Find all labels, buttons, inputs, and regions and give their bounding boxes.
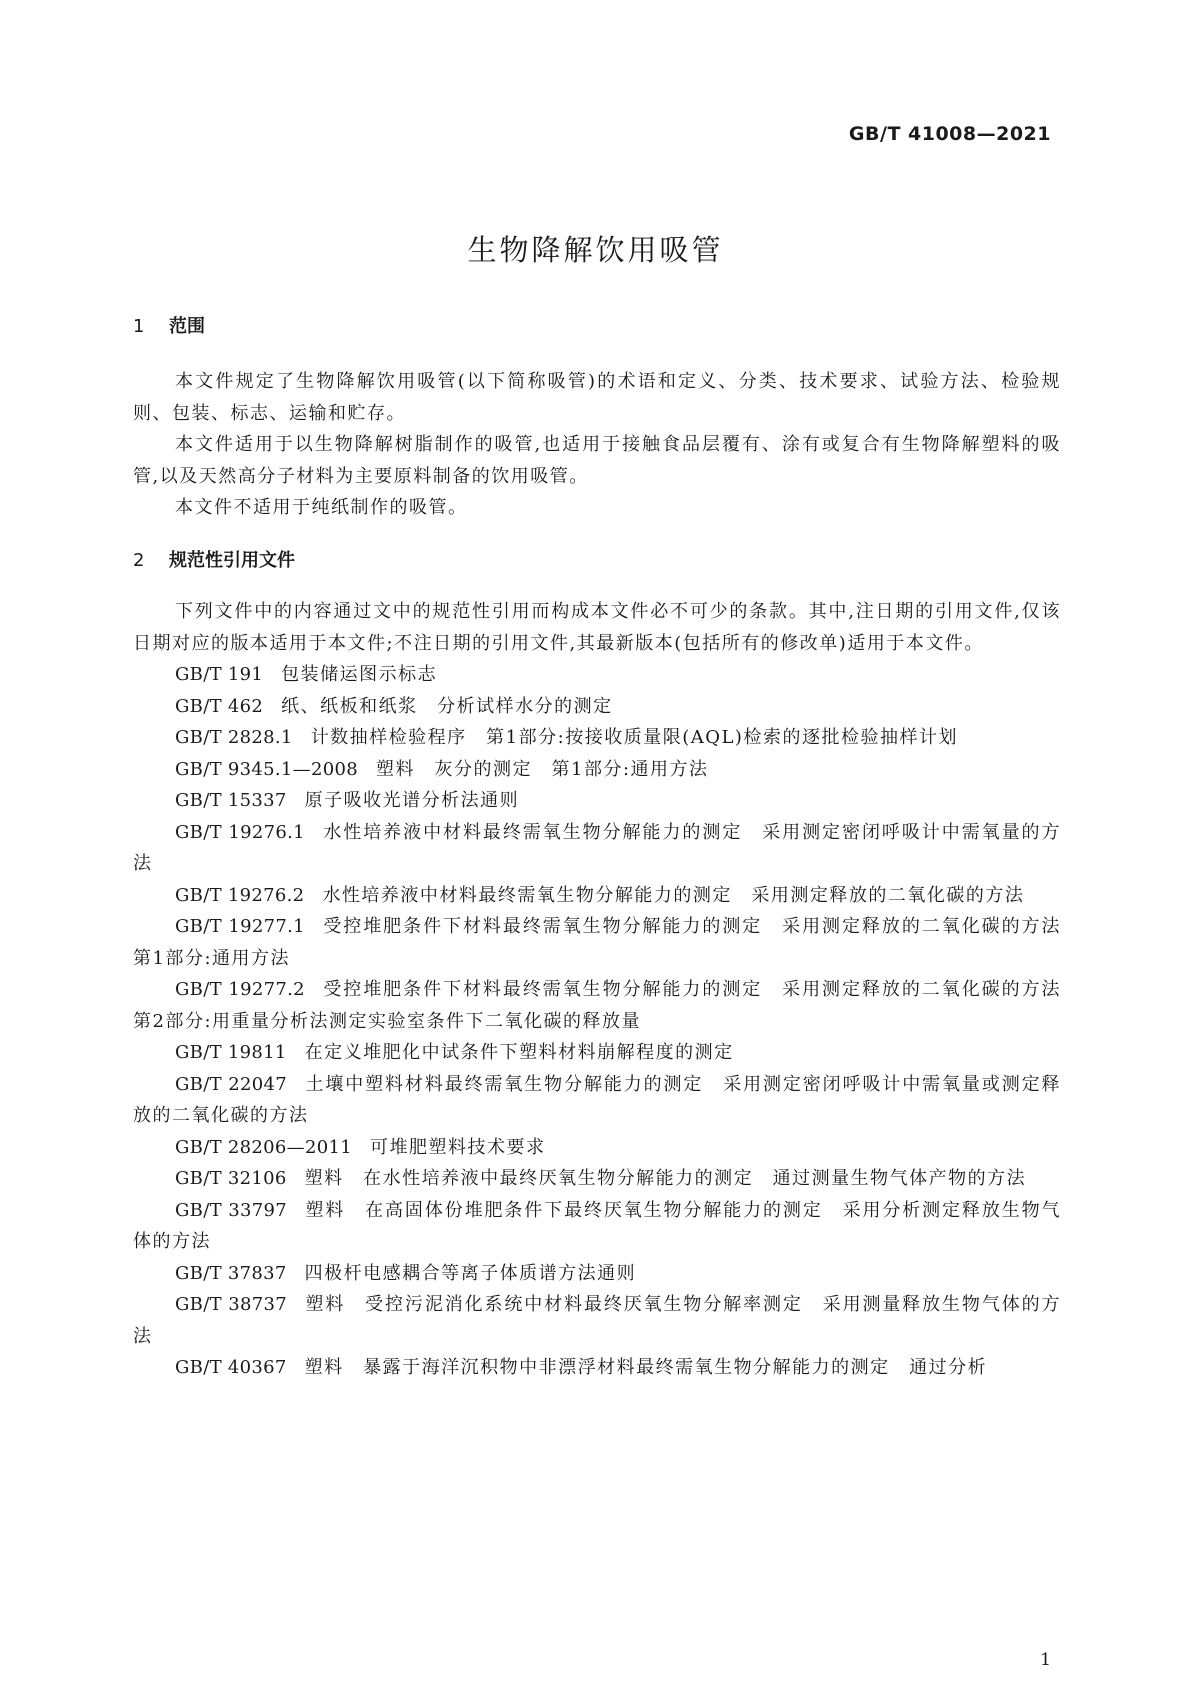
reference-code: GB/T 19811	[175, 1042, 287, 1063]
reference-item	[133, 817, 1061, 880]
reference-code: GB/T 19276.2	[175, 884, 305, 906]
reference-item	[133, 880, 1061, 912]
reference-code: GB/T 33797	[175, 1199, 288, 1221]
section-1-paragraph: 本文件适用于以生物降解树脂制作的吸管,也适用于接触食品层覆有、涂有或复合有生物降解塑料的吸管,以及天然高分子材料为主要原料制备的饮用吸管。	[133, 434, 1061, 487]
reference-code: GB/T 40367	[175, 1357, 287, 1378]
section-1-heading	[133, 312, 205, 338]
reference-item	[133, 659, 1061, 691]
reference-title: 四极杆电感耦合等离子体质谱方法通则	[304, 1262, 637, 1284]
section-1-body	[133, 366, 1061, 524]
reference-item	[133, 1289, 1061, 1352]
reference-item	[133, 1163, 1061, 1195]
reference-item	[133, 691, 1061, 723]
reference-code: GB/T 2828.1	[175, 727, 293, 748]
reference-title: 包装储运图示标志	[281, 664, 438, 685]
reference-item	[133, 785, 1061, 817]
reference-item	[133, 911, 1081, 974]
section-1-paragraph: 本文件规定了生物降解饮用吸管(以下简称吸管)的术语和定义、分类、技术要求、试验方法、检验规则、包装、标志、运输和贮存。	[133, 371, 1061, 424]
reference-code: GB/T 19276.1	[175, 821, 305, 843]
reference-item	[133, 1195, 1061, 1258]
reference-code: GB/T 191	[175, 664, 264, 685]
reference-code: GB/T 28206—2011	[175, 1136, 352, 1158]
reference-title: 塑料 受控污泥消化系统中材料最终厌氧生物分解率测定 采用测量释放生物气体的方法	[133, 1294, 1061, 1347]
reference-item	[133, 1132, 1061, 1164]
reference-code: GB/T 9345.1—2008	[175, 758, 358, 780]
reference-title: 原子吸收光谱分析法通则	[304, 790, 520, 811]
standard-number: GB/T 41008—2021	[848, 123, 1051, 145]
reference-code: GB/T 37837	[175, 1262, 287, 1284]
reference-title: 塑料 暴露于海洋沉积物中非漂浮材料最终需氧生物分解能力的测定 通过分析	[304, 1357, 988, 1378]
section-2-intro: 下列文件中的内容通过文中的规范性引用而构成本文件必不可少的条款。其中,注日期的引用文件,仅该日期对应的版本适用于本文件;不注日期的引用文件,其最新版本(包括所有的修改单)适用于本文件。	[133, 601, 1061, 654]
reference-item	[133, 1258, 1061, 1290]
document-title: 生物降解饮用吸管	[467, 233, 724, 267]
reference-title: 在定义堆肥化中试条件下塑料材料崩解程度的测定	[304, 1042, 734, 1063]
page-number: 1	[1040, 1650, 1051, 1670]
reference-code: GB/T 19277.2	[175, 979, 305, 1000]
reference-item	[133, 754, 1061, 786]
reference-code: GB/T 15337	[175, 790, 287, 811]
reference-item	[133, 722, 1061, 754]
reference-item	[133, 974, 1081, 1037]
reference-title: 受控堆肥条件下材料最终需氧生物分解能力的测定 采用测定释放的二氧化碳的方法 第1部分:通用方法	[133, 916, 1081, 969]
section-2-number: 2	[133, 550, 145, 571]
section-1-title: 范围	[169, 316, 205, 337]
section-1-paragraph: 本文件不适用于纯纸制作的吸管。	[175, 497, 468, 518]
reference-title: 纸、纸板和纸浆 分析试样水分的测定	[281, 695, 613, 717]
reference-title: 水性培养液中材料最终需氧生物分解能力的测定 采用测定释放的二氧化碳的方法	[322, 884, 1025, 906]
reference-title: 塑料 在水性培养液中最终厌氧生物分解能力的测定 通过测量生物气体产物的方法	[304, 1168, 1027, 1189]
reference-code: GB/T 22047	[175, 1073, 288, 1095]
reference-title: 土壤中塑料材料最终需氧生物分解能力的测定 采用测定密闭呼吸计中需氧量或测定释放的二氧化碳的方法	[133, 1073, 1061, 1126]
reference-code: GB/T 38737	[175, 1294, 288, 1315]
reference-item	[133, 1352, 1061, 1384]
section-2-heading	[133, 546, 295, 572]
reference-item	[133, 1069, 1061, 1132]
reference-title: 塑料 在高固体份堆肥条件下最终厌氧生物分解能力的测定 采用分析测定释放生物气体的方法	[133, 1199, 1061, 1252]
section-2-title: 规范性引用文件	[169, 550, 295, 571]
section-2-body	[133, 596, 1081, 1384]
reference-code: GB/T 462	[175, 695, 264, 717]
reference-title: 塑料 灰分的测定 第1部分:通用方法	[376, 758, 709, 780]
reference-title: 受控堆肥条件下材料最终需氧生物分解能力的测定 采用测定释放的二氧化碳的方法 第2部分:用重量分析法测定实验室条件下二氧化碳的释放量	[133, 979, 1081, 1032]
reference-title: 水性培养液中材料最终需氧生物分解能力的测定 采用测定密闭呼吸计中需氧量的方法	[133, 821, 1062, 874]
reference-title: 可堆肥塑料技术要求	[369, 1136, 546, 1158]
reference-item	[133, 1037, 1061, 1069]
reference-title: 计数抽样检验程序 第1部分:按接收质量限(AQL)检索的逐批检验抽样计划	[310, 727, 958, 748]
section-1-number: 1	[133, 316, 145, 337]
reference-list	[133, 659, 1081, 1384]
reference-code: GB/T 32106	[175, 1168, 287, 1189]
reference-code: GB/T 19277.1	[175, 916, 305, 937]
